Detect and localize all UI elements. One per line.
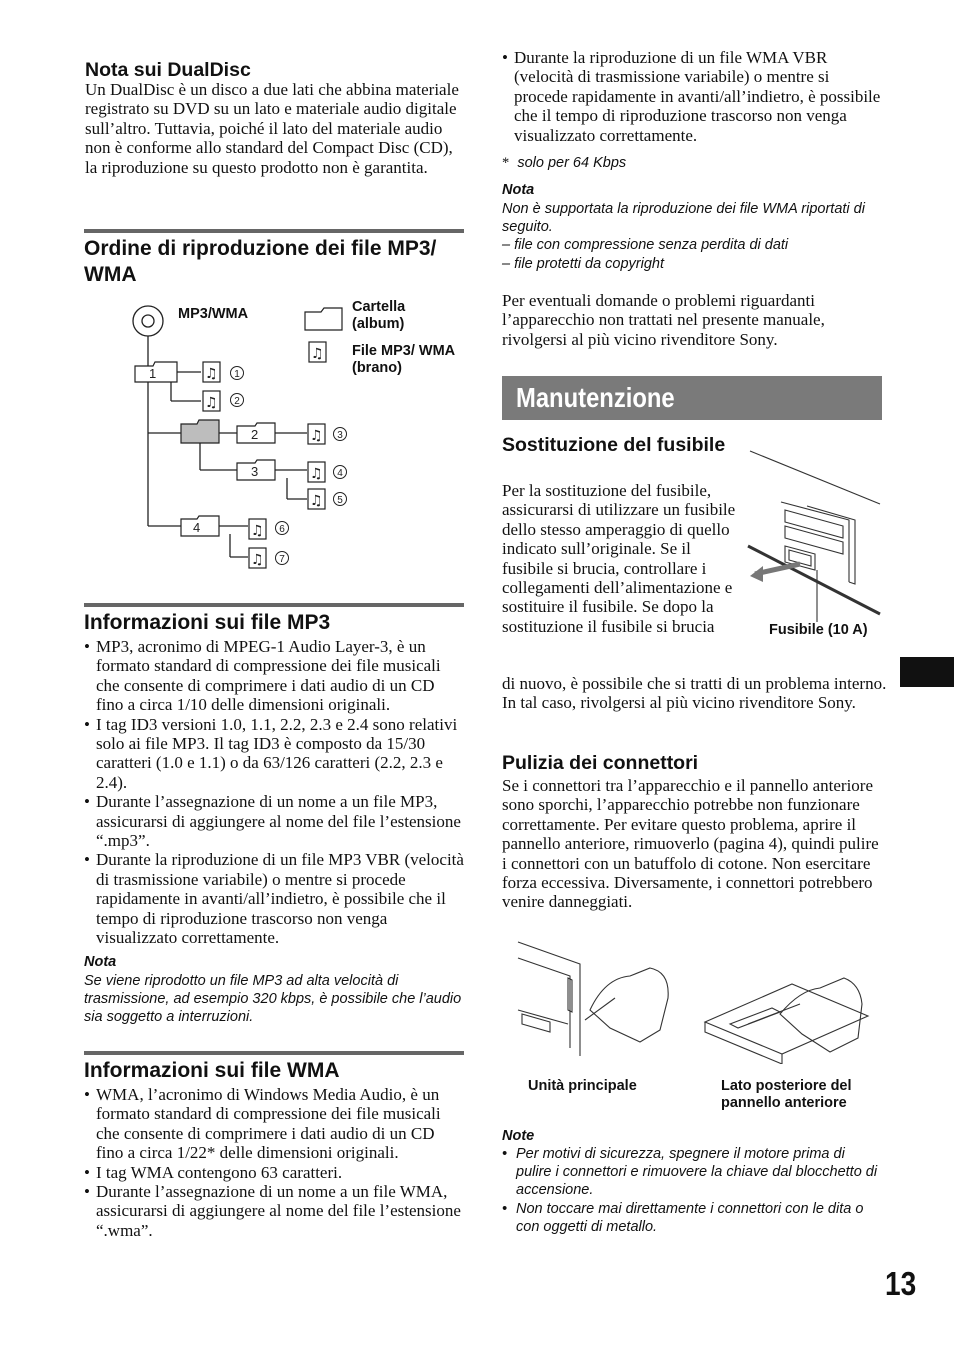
contact-text: Per eventuali domande o problemi riguardanti l’apparecchio non trattati nel presente manuale, rivolgersi al più vicino rivenditore Sony. [502,291,825,349]
track-number: 5 [337,495,343,506]
list-item: • Durante la riproduzione di un file WMA VBR (velocità di trasmissione variabile) o mentre si procede rapidamente in avanti/all’indietro, è possibile che il tempo di riproduzione trascorso non venga visualizzato correttamente. [502,48,882,145]
footnote-text: solo per 64 Kbps [517,155,627,171]
list-item: • Durante la riproduzione di un file MP3 VBR (velocità di trasmissione variabile) o mentre si procede rapidamente in avanti/all’indietro, è possibile che il tempo di riproduzione trascorso non venga visualizzato correttamente. [84,850,464,947]
mp3-note-title: Nota [84,954,117,970]
list-item: • I tag WMA contengono 63 caratteri. [84,1163,464,1182]
mp3-title: Informazioni sui file MP3 [84,611,331,634]
maintenance-title: Manutenzione [516,382,675,413]
play-order-diagram [125,296,465,576]
legend-folder-icon [305,308,342,330]
list-item: • Per motivi di sicurezza, spegnere il motore prima di pulire i connettori e rimuovere la chiave dal blocchetto di accensione. [502,1145,884,1200]
order-title: Ordine di riproduzione dei file MP3/ WMA [84,237,437,286]
legend-file-label: File MP3/ WMA (brano) [352,343,455,376]
folder-number: 4 [193,520,201,535]
fuse-label: Fusibile (10 A) [769,622,868,638]
track-number: 7 [279,554,285,565]
svg-text:♫: ♫ [310,428,323,444]
connector-cleaning-illustration [510,938,882,1064]
dualdisc-body: Un DualDisc è un disco a due lati che abbina materiale registrato su DVD su un lato e materiale audio digitale sull’altro. Tuttavia, poiché il lato del materiale audio non è conforme allo standard del Compact Disc (CD), la riproduzione su questo prodotto non è garantita. [85,80,459,177]
root-label: MP3/WMA [178,306,249,322]
connectors-notes [502,1145,884,1236]
mp3-note: Se viene riprodotto un file MP3 ad alta velocità di trasmissione, ad esempio 320 kbps, è possibile che l’audio sia soggetto a interruzioni. [84,973,462,1026]
list-item: • MP3, acronimo di MPEG-1 Audio Layer-3, è un formato standard di compressione dei file musicali che consente di comprimere i dati audio di un CD fino a circa 1/10 delle dimensioni originali. [84,637,464,715]
mp3-bullets [84,637,464,948]
section-rule [84,229,464,233]
wma-footnote [502,154,626,172]
note-line: – file protetti da copyright [502,255,665,272]
fuse-body: Per la sostituzione del fusibile, assicurarsi di utilizzare un fusibile dello stesso amperaggio di quello indicato sull’originale. Se il fusibile si brucia, controllare i collegamenti dell’alimentazione e sostituire il fusibile. Se dopo la sostituzione il fusibile si brucia [502,481,736,636]
list-item: • Non toccare mai direttamente i connettori con le dita o con oggetti di metallo. [502,1200,884,1236]
list-item: • Durante l’assegnazione di un nome a un file MP3, assicurarsi di aggiungere al nome del file l’estensione “.mp3”. [84,792,464,850]
folder-icon [181,420,219,443]
arrow-icon [750,566,763,582]
maintenance-banner [502,376,882,420]
wma-bullets-cont [502,48,882,145]
connectors-title: Pulizia dei connettori [502,752,699,774]
disc-icon [133,306,163,336]
track-number: 6 [279,524,285,535]
svg-text:♫: ♫ [251,523,264,539]
svg-text:♫: ♫ [311,346,324,362]
note-line: Non è supportata la riproduzione dei file WMA riportati di seguito. [502,201,865,236]
folder-number: 2 [251,427,259,442]
connectors-body: Se i connettori tra l’apparecchio e il pannello anteriore sono sporchi, l’apparecchio potrebbe non funzionare correttamente. Per evitare questo problema, aprire il pannello anteriore, rimuoverlo (pagina 4), quindi pulire i connettori con un batuffolo di cotone. Non esercitare forza eccessiva. Diversamente, i connettori potrebbero venire danneggiati. [502,776,879,912]
fuse-body-cont: di nuovo, è possibile che si tratti di un problema interno. In tal caso, rivolgersi al più vicino rivenditore Sony. [502,674,887,713]
page-number: 13 [885,1265,917,1302]
track-number: 1 [234,369,240,380]
svg-text:♫: ♫ [251,552,264,568]
section-rule [84,1051,464,1055]
section-rule [84,603,464,607]
svg-text:♫: ♫ [205,366,218,382]
track-number: 4 [337,468,343,479]
wma-title: Informazioni sui file WMA [84,1059,340,1082]
svg-text:♫: ♫ [310,493,323,509]
track-number: 2 [234,396,240,407]
list-item: • Durante l’assegnazione di un nome a un file WMA, assicurarsi di aggiungere al nome del file l’estensione “.wma”. [84,1182,464,1240]
fuse-title: Sostituzione del fusibile [502,434,726,456]
section-tab [900,657,954,687]
legend-folder-label: Cartella (album) [352,299,406,332]
fuse-illustration [745,446,885,626]
wma-note-title: Nota [502,182,535,198]
label-back-panel: Lato posteriore del pannello anteriore [721,1078,852,1111]
track-number: 3 [337,430,343,441]
connectors-notes-title: Note [502,1128,535,1144]
footnote-mark: * [502,155,510,171]
folder-number: 3 [251,464,259,479]
wma-bullets [84,1085,464,1240]
label-main-unit: Unità principale [528,1078,637,1094]
dualdisc-title: Nota sui DualDisc [85,59,251,81]
note-line: – file con compressione senza perdita di dati [502,237,789,254]
list-item: • I tag ID3 versioni 1.0, 1.1, 2.2, 2.3 e 2.4 sono relativi solo ai file MP3. Il tag ID3 è composto da 15/30 caratteri (1.0 e 1.1) o da 63/126 caratteri (2.2, 2.3 e 2.4). [84,715,464,793]
wma-note [502,200,884,273]
svg-text:♫: ♫ [310,466,323,482]
svg-text:♫: ♫ [205,395,218,411]
folder-number: 1 [149,366,157,381]
list-item: • WMA, l’acronimo di Windows Media Audio, è un formato standard di compressione dei file musicali che consente di comprimere i dati audio di un CD fino a circa 1/22* delle dimensioni originali. [84,1085,464,1163]
